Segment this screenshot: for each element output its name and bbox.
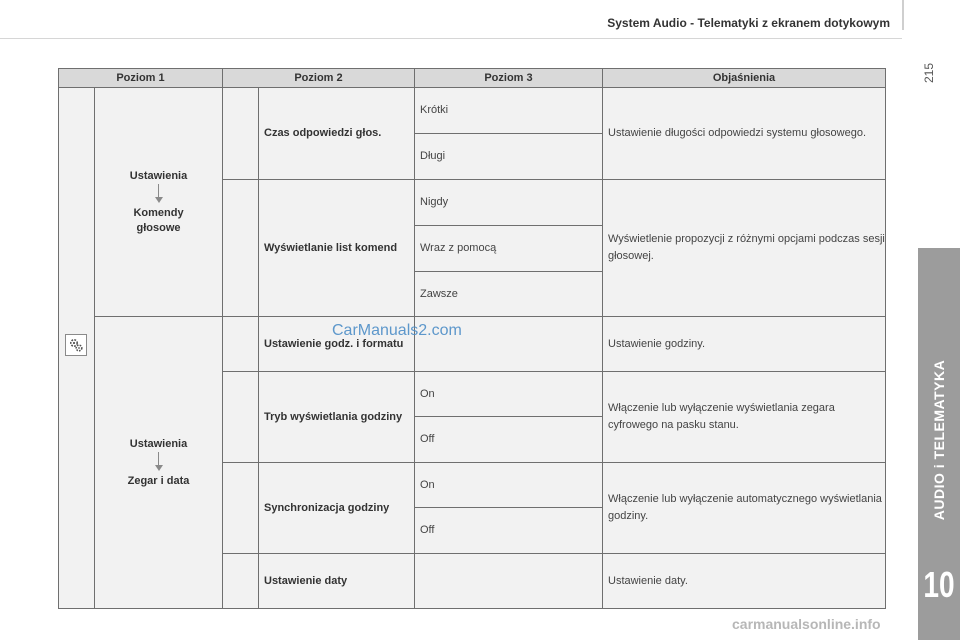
- arrow-down-icon: [155, 452, 163, 474]
- group-clock-date-sub: Zegar i data: [127, 474, 190, 487]
- description-time-sync: Włączenie lub wyłączenie automatycznego wyświetlania godziny.: [602, 462, 886, 554]
- group-voice-commands-sub: Komendy: [133, 206, 184, 219]
- option-never: Nigdy: [414, 179, 603, 226]
- spacer-cell: [222, 316, 259, 372]
- description-clock-display-mode: Włączenie lub wyłączenie wyświetlania zegara cyfrowego na pasku stanu.: [602, 371, 886, 463]
- level2-time-sync: Synchronizacja godziny: [258, 462, 415, 554]
- option-on: On: [414, 462, 603, 508]
- group-clock-date: [94, 316, 223, 609]
- watermark-footer: carmanualsonline.info: [732, 616, 881, 632]
- level2-date-setting: Ustawienie daty: [258, 553, 415, 609]
- description-time-format: Ustawienie godziny.: [602, 316, 886, 372]
- spacer-cell: [222, 462, 259, 554]
- spacer-cell: [222, 553, 259, 609]
- empty-option-cell: [414, 553, 603, 609]
- watermark-logo-mid: CarManuals2.com: [332, 322, 462, 339]
- column-header-poziom-2: Poziom 2: [222, 68, 415, 88]
- chapter-number: 10: [923, 564, 955, 605]
- level2-response-time: Czas odpowiedzi głos.: [258, 87, 415, 180]
- description-command-list: Wyświetlenie propozycji z różnymi opcjami podczas sesji głosowej.: [602, 179, 886, 317]
- column-header-poziom-1: Poziom 1: [58, 68, 223, 88]
- group-clock-date-title: Ustawienia: [129, 437, 188, 450]
- option-on: On: [414, 371, 603, 417]
- section-title: AUDIO i TELEMATYKA: [931, 359, 947, 521]
- page-number: 215: [922, 62, 936, 84]
- group-voice-commands: [94, 87, 223, 317]
- option-always: Zawsze: [414, 271, 603, 317]
- level2-clock-display-mode: Tryb wyświetlania godziny: [258, 371, 415, 463]
- option-off: Off: [414, 416, 603, 463]
- header-divider: [902, 0, 904, 30]
- header-rule: [0, 38, 902, 39]
- option-with-help: Wraz z pomocą: [414, 225, 603, 272]
- column-header-objasnienia: Objaśnienia: [602, 68, 886, 88]
- spacer-cell: [222, 371, 259, 463]
- spacer-cell: [222, 87, 259, 180]
- arrow-down-icon: [155, 184, 163, 206]
- level2-time-format: Ustawienie godz. i formatu: [258, 316, 415, 372]
- option-off: Off: [414, 507, 603, 554]
- description-date-setting: Ustawienie daty.: [602, 553, 886, 609]
- page-header-title: System Audio - Telematyki z ekranem dotykowym: [607, 16, 890, 30]
- group-voice-commands-sub2: głosowe: [136, 221, 181, 234]
- group-voice-commands-title: Ustawienia: [129, 169, 188, 182]
- spacer-cell: [222, 179, 259, 317]
- column-header-poziom-3: Poziom 3: [414, 68, 603, 88]
- settings-gear-icon: [65, 334, 87, 356]
- option-short: Krótki: [414, 87, 603, 134]
- option-long: Długi: [414, 133, 603, 180]
- description-response-time: Ustawienie długości odpowiedzi systemu głosowego.: [602, 87, 886, 180]
- level2-command-list: Wyświetlanie list komend: [258, 179, 415, 317]
